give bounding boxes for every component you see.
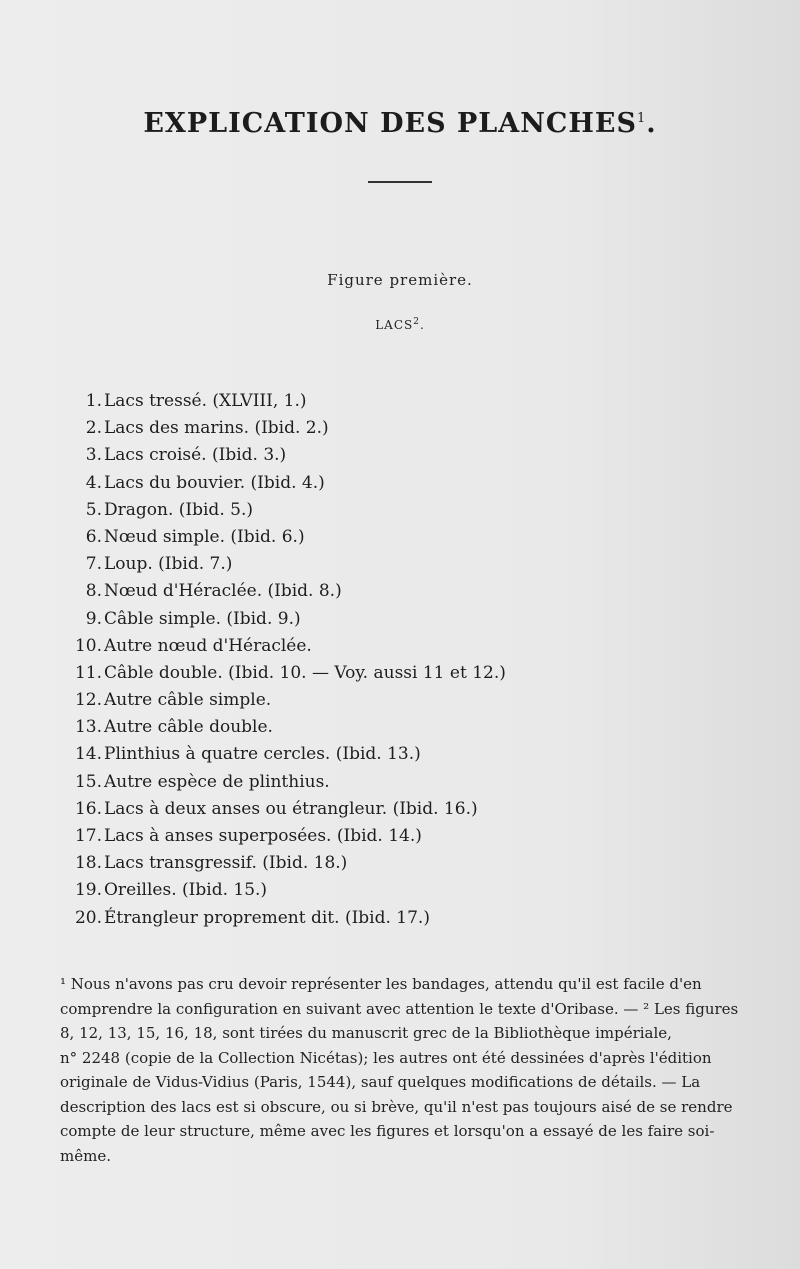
list-item xyxy=(60,714,760,741)
section-heading-text: LACS xyxy=(375,318,414,332)
list-item-number: 7. xyxy=(85,554,102,575)
section-footnote-marker: 2 xyxy=(413,317,420,327)
list-item xyxy=(60,905,760,932)
list-item-number: 13. xyxy=(74,717,102,738)
list-item-number: 14. xyxy=(74,744,102,765)
list-item xyxy=(60,606,760,633)
list-item-text: Lacs à deux anses ou étrangleur. (Ibid. 16.) xyxy=(104,798,478,819)
plate-list xyxy=(60,388,760,932)
list-item-text: Lacs tressé. (XLVIII, 1.) xyxy=(104,391,307,411)
list-item-text: Lacs croisé. (Ibid. 3.) xyxy=(104,445,287,466)
footnote xyxy=(60,972,765,1168)
list-item xyxy=(60,823,760,850)
footnote-line: 8, 12, 13, 15, 16, 18, sont tirées du manuscrit grec de la Bibliothèque impériale, xyxy=(60,1024,672,1042)
list-item-number: 20. xyxy=(74,907,102,928)
list-item-number: 16. xyxy=(74,798,102,819)
list-item-text: Autre câble simple. xyxy=(104,690,272,711)
list-item xyxy=(60,442,760,469)
list-item-text: Lacs transgressif. (Ibid. 18.) xyxy=(104,853,348,874)
section-heading: LACS$^2$. xyxy=(375,317,425,332)
list-item-text: Câble double. (Ibid. 10. — Voy. aussi 11 et 12.) xyxy=(104,662,506,683)
list-item-number: 19. xyxy=(74,880,102,901)
list-item-text: Lacs à anses superposées. (Ibid. 14.) xyxy=(104,826,422,846)
list-item xyxy=(60,415,760,442)
list-item-number: 3. xyxy=(85,445,102,466)
list-item-text: Plinthius à quatre cercles. (Ibid. 13.) xyxy=(104,744,421,765)
list-item-text: Autre espèce de plinthius. xyxy=(104,771,330,792)
title-footnote-marker: 1 xyxy=(636,111,647,126)
list-item-text: Nœud d'Héraclée. (Ibid. 8.) xyxy=(104,581,342,602)
figure-heading: Figure première. xyxy=(327,271,473,289)
list-item xyxy=(60,551,760,578)
footnote-line: originale de Vidus-Vidius (Paris, 1544), sauf quelques modifications de détails. — La xyxy=(60,1073,701,1091)
list-item-text: Câble simple. (Ibid. 9.) xyxy=(104,608,301,629)
list-item xyxy=(60,524,760,551)
list-item xyxy=(60,578,760,605)
list-item-number: 2. xyxy=(85,418,102,439)
list-item xyxy=(60,687,760,714)
footnote-line: compte de leur structure, même avec les figures et lorsqu'on a essayé de les faire soi- xyxy=(60,1122,715,1140)
list-item xyxy=(60,660,760,687)
list-item-number: 12. xyxy=(74,690,102,711)
list-item xyxy=(60,497,760,524)
list-item-number: 9. xyxy=(85,608,102,629)
title-rule xyxy=(368,181,432,183)
list-item-text: Autre câble double. xyxy=(104,717,273,738)
list-item-number: 6. xyxy=(85,526,102,547)
list-item xyxy=(60,796,760,823)
list-item-text: Loup. (Ibid. 7.) xyxy=(104,554,233,575)
list-item xyxy=(60,633,760,660)
list-item-number: 8. xyxy=(85,581,102,602)
page-title: EXPLICATION DES PLANCHES$^1$. xyxy=(143,108,657,139)
footnote-line: description des lacs est si obscure, ou si brève, qu'il n'est pas toujours aisé de se rendre xyxy=(60,1097,733,1116)
list-item xyxy=(60,388,760,415)
list-item xyxy=(60,850,760,877)
list-item xyxy=(60,741,760,768)
list-item xyxy=(60,877,760,904)
list-item-text: Autre nœud d'Héraclée. xyxy=(104,635,312,656)
list-item-number: 17. xyxy=(74,826,102,846)
footnote-line: comprendre la configuration en suivant avec attention le texte d'Oribase. — ² Les figures xyxy=(60,999,739,1018)
footnote-line: ¹ Nous n'avons pas cru devoir représenter les bandages, attendu qu'il est facile d'en xyxy=(60,975,702,993)
list-item-text: Nœud simple. (Ibid. 6.) xyxy=(104,526,305,547)
list-item-number: 11. xyxy=(74,662,102,683)
list-item-number: 18. xyxy=(74,853,102,874)
page-title-text: EXPLICATION DES PLANCHES xyxy=(143,108,637,139)
list-item-number: 15. xyxy=(74,771,102,792)
footnote-line: n° 2248 (copie de la Collection Nicétas); les autres ont été dessinées d'après l'édition xyxy=(60,1048,712,1067)
list-item-number: 5. xyxy=(85,499,102,520)
footnote-line: même. xyxy=(60,1146,111,1165)
list-item xyxy=(60,470,760,497)
list-item-text: Lacs du bouvier. (Ibid. 4.) xyxy=(104,472,325,493)
list-item-text: Dragon. (Ibid. 5.) xyxy=(104,499,253,520)
list-item-text: Étrangleur proprement dit. (Ibid. 17.) xyxy=(104,907,430,928)
list-item-number: 1. xyxy=(85,391,102,411)
list-item-number: 10. xyxy=(74,635,102,656)
list-item xyxy=(60,769,760,796)
list-item-number: 4. xyxy=(85,472,102,493)
list-item-text: Lacs des marins. (Ibid. 2.) xyxy=(104,418,329,439)
list-item-text: Oreilles. (Ibid. 15.) xyxy=(104,880,268,901)
